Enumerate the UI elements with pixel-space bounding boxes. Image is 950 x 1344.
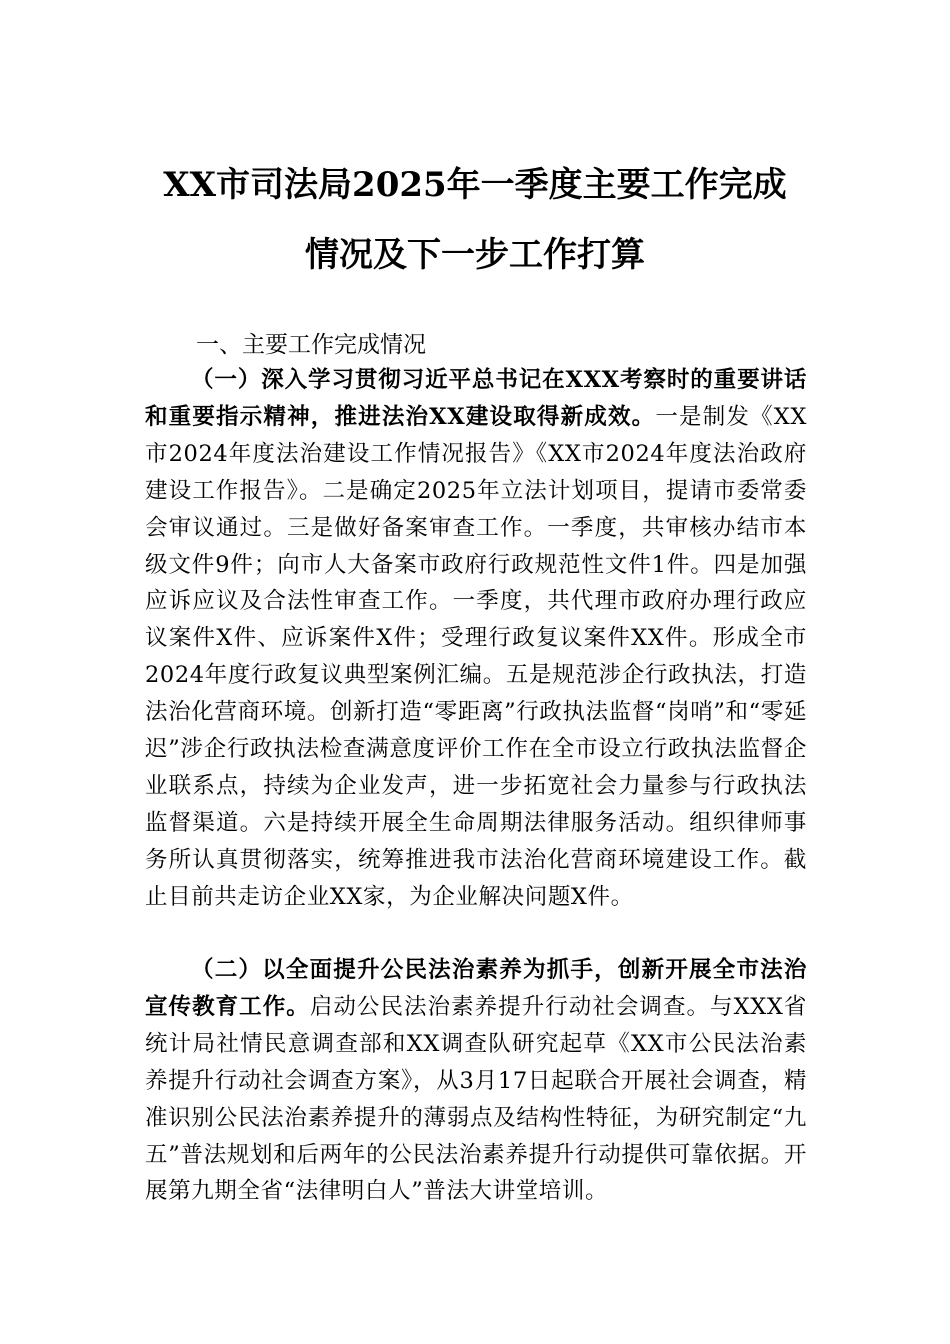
document-title-line-2: 情况及下一步工作打算	[305, 235, 645, 275]
paragraph	[145, 952, 807, 1210]
paragraph-body: 启动公民法治素养提升行动社会调查。与XXX省统计局社情民意调查部和XX调查队研究起草《XX市公民法治素养提升行动社会调查方案》，从3月17日起联合开展社会调查，精准识别公民法治素养提升的薄弱点及结构性特征，为研究制定“九五”普法规划和后两年的公民法治素养提升行动提供可靠依据。开展第九期全省“法律明白人”普法大讲堂培训。	[145, 993, 807, 1205]
paragraph	[145, 362, 807, 916]
paragraph-lead: （二）以全面提升公民法治素养为抓手，创新开展全市法治宣传教育工作。	[145, 957, 807, 1020]
paragraph-body: 一是制发《XX市2024年度法治建设工作情况报告》《XX市2024年度法治政府建设工作报告》。二是确定2025年立法计划项目，提请市委常委会审议通过。三是做好备案审查工作。一季度，共审核办结市本级文件9件；向市人大备案市政府行政规范性文件1件。四是加强应诉应议及合法性审查工作。一季度，共代理市政府办理行政应议案件X件、应诉案件X件；受理行政复议案件XX件。形成全市2024年度行政复议典型案例汇编。五是规范涉企行政执法，打造法治化营商环境。创新打造“零距离”行政执法监督“岗哨”和“零延迟”涉企行政执法检查满意度评价工作在全市设立行政执法监督企业联系点，持续为企业发声，进一步拓宽社会力量参与行政执法监督渠道。六是持续开展全生命周期法律服务活动。组织律师事务所认真贯彻落实，统筹推进我市法治化营商环境建设工作。截止目前共走访企业XX家，为企业解决问题X件。	[145, 403, 807, 910]
paragraph-lead: （一）深入学习贯彻习近平总书记在XXX考察时的重要讲话和重要指示精神，推进法治XX建设取得新成效。	[145, 367, 807, 430]
section-heading: 一、主要工作完成情况	[196, 332, 426, 358]
document-title-line-1: XX市司法局2025年一季度主要工作完成	[163, 165, 787, 205]
